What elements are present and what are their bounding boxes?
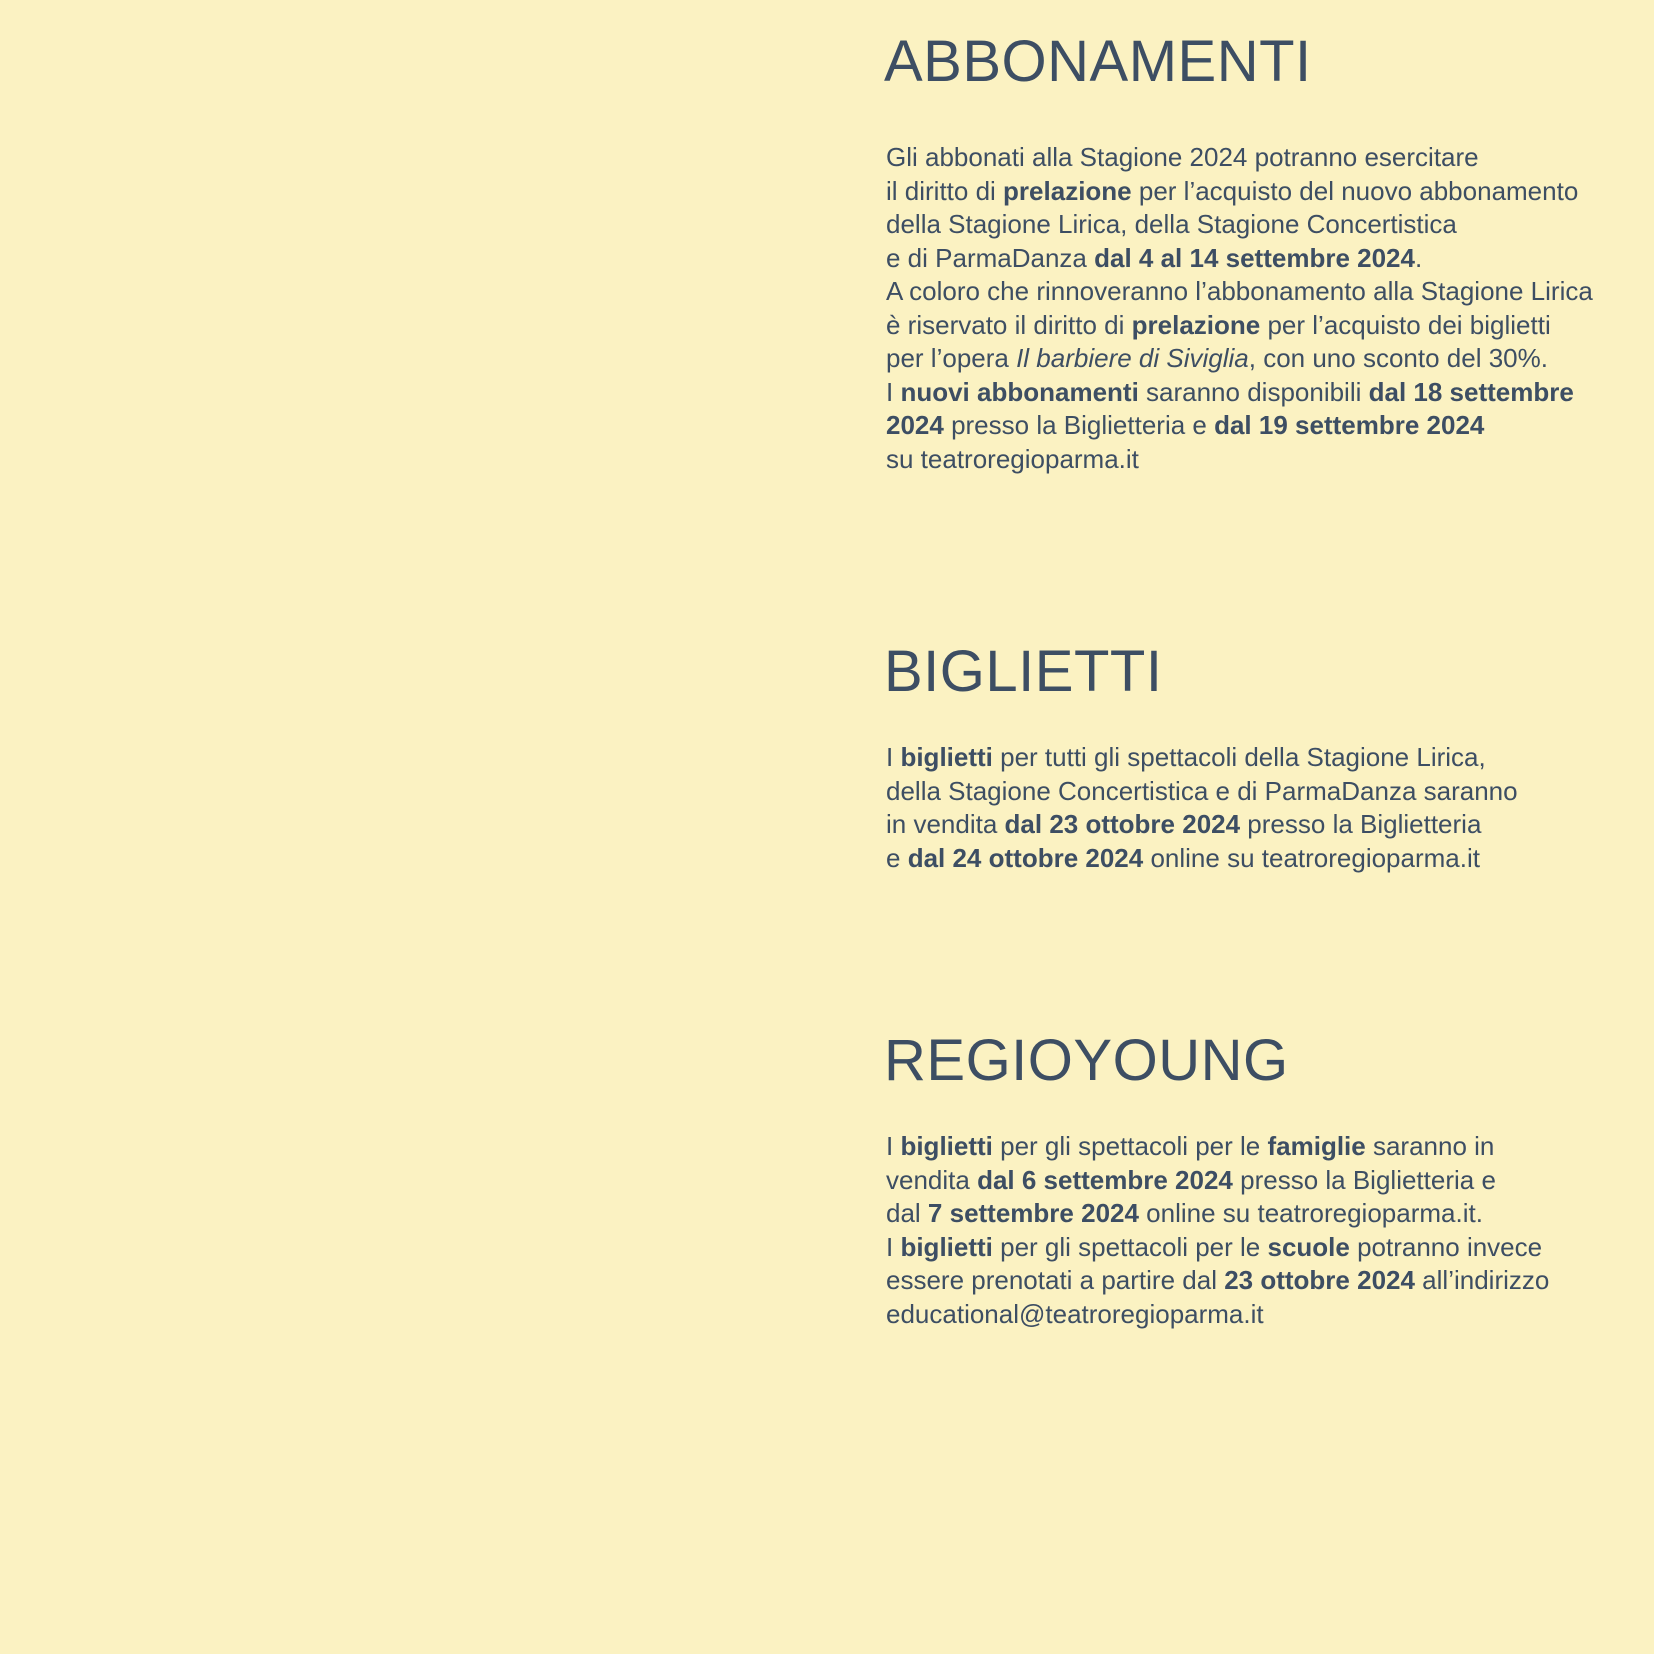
text-run: su teatroregioparma.it <box>886 443 1139 474</box>
bold-text-run: 23 ottobre 2024 <box>1224 1265 1415 1295</box>
text-run: online su teatroregioparma.it. <box>1138 1198 1483 1228</box>
text-run: potranno invece <box>1349 1231 1543 1262</box>
text-run: presso la Biglietteria e <box>1232 1164 1496 1195</box>
text-run: I <box>886 1131 901 1161</box>
bold-text-run: prelazione <box>1003 175 1132 206</box>
text-run: per gli spettacoli per le <box>992 1231 1268 1262</box>
text-run: e di ParmaDanza <box>886 242 1095 273</box>
text-run: per tutti gli spettacoli della Stagione Lirica, <box>992 742 1486 772</box>
bold-text-run: biglietti <box>900 742 993 772</box>
text-run: I <box>886 742 901 772</box>
text-run: saranno disponibili <box>1138 376 1369 407</box>
text-line <box>886 409 1593 443</box>
bold-text-run: biglietti <box>900 1231 993 1262</box>
text-run: è riservato il diritto di <box>886 309 1132 340</box>
text-line <box>886 342 1593 376</box>
text-line <box>886 208 1593 242</box>
section-title-biglietti: BIGLIETTI <box>884 639 1163 704</box>
text-line <box>886 1264 1549 1298</box>
italic-text-run: Il barbiere di Siviglia <box>1016 343 1249 373</box>
text-line <box>886 242 1593 276</box>
text-run: . <box>1414 242 1423 273</box>
section-paragraph-regioyoung <box>886 1130 1549 1331</box>
text-run: vendita <box>886 1164 978 1195</box>
bold-text-run: dal 6 settembre 2024 <box>977 1164 1233 1195</box>
bold-text-run: famiglie <box>1267 1131 1366 1161</box>
text-run: della Stagione Lirica, della Stagione Concertistica <box>886 209 1457 239</box>
text-run: all’indirizzo <box>1414 1265 1550 1295</box>
text-run: , con uno sconto del 30%. <box>1248 343 1548 373</box>
bold-text-run: dal 4 al 14 settembre 2024 <box>1094 242 1415 273</box>
text-run: il diritto di <box>886 175 1004 206</box>
text-run: presso la Biglietteria <box>1240 809 1482 839</box>
text-run: per l’opera <box>886 343 1017 373</box>
text-line <box>886 842 1518 876</box>
bold-text-run: dal 19 settembre 2024 <box>1214 410 1485 440</box>
text-run: e <box>886 842 908 873</box>
section-paragraph-abbonamenti <box>886 141 1593 476</box>
bold-text-run: prelazione <box>1131 309 1261 340</box>
text-line <box>886 1130 1549 1164</box>
section-title-regioyoung: REGIOYOUNG <box>884 1028 1289 1093</box>
text-run: online su teatroregioparma.it <box>1143 842 1480 873</box>
text-run: Gli abbonati alla Stagione 2024 potranno esercitare <box>886 142 1479 172</box>
bold-text-run: 7 settembre 2024 <box>927 1198 1139 1228</box>
text-line <box>886 808 1518 842</box>
bold-text-run: dal 23 ottobre 2024 <box>1004 809 1241 839</box>
bold-text-run: scuole <box>1267 1231 1350 1262</box>
text-run: A coloro che rinnoveranno l’abbonamento alla Stagione Lirica <box>886 276 1593 306</box>
text-run: educational@teatroregioparma.it <box>886 1298 1264 1329</box>
bold-text-run: dal 24 ottobre 2024 <box>907 842 1144 873</box>
text-line <box>886 443 1593 477</box>
bold-text-run: biglietti <box>900 1131 993 1161</box>
section-title-abbonamenti: ABBONAMENTI <box>884 29 1312 94</box>
section-paragraph-biglietti <box>886 741 1518 875</box>
text-line <box>886 1164 1549 1198</box>
text-line <box>886 1231 1549 1265</box>
text-run: della Stagione Concertistica e di ParmaDanza saranno <box>886 775 1518 806</box>
text-line <box>886 376 1593 410</box>
text-line <box>886 175 1593 209</box>
text-run: I <box>886 376 901 407</box>
text-line <box>886 741 1518 775</box>
text-run: dal <box>886 1198 928 1228</box>
bold-text-run: nuovi abbonamenti <box>900 376 1139 407</box>
text-run: in vendita <box>886 809 1005 839</box>
text-line <box>886 1197 1549 1231</box>
text-run: saranno in <box>1365 1131 1495 1161</box>
text-run: I <box>886 1231 901 1262</box>
text-line <box>886 141 1593 175</box>
text-run: per l’acquisto del nuovo abbonamento <box>1131 175 1579 206</box>
bold-text-run: dal 18 settembre <box>1368 376 1574 407</box>
text-run: essere prenotati a partire dal <box>886 1265 1225 1295</box>
text-run: per l’acquisto dei biglietti <box>1260 309 1551 340</box>
bold-text-run: 2024 <box>886 410 944 440</box>
text-run: per gli spettacoli per le <box>992 1131 1268 1161</box>
text-line <box>886 275 1593 309</box>
text-line <box>886 775 1518 809</box>
text-line <box>886 309 1593 343</box>
text-run: presso la Biglietteria e <box>943 410 1215 440</box>
text-line <box>886 1298 1549 1332</box>
